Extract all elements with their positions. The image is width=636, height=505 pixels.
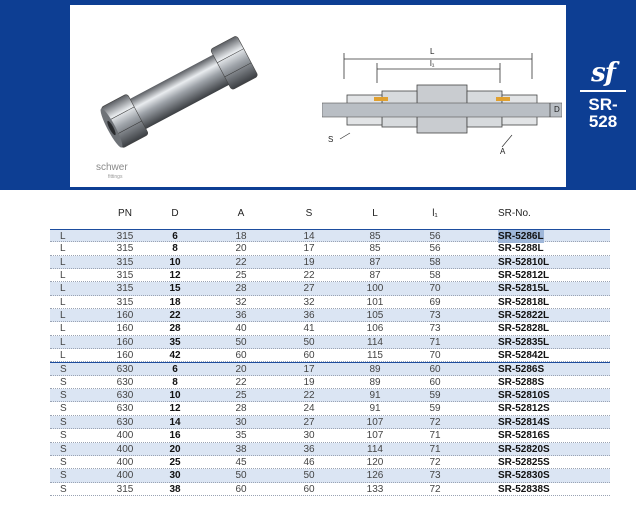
cell-pn: 315: [116, 270, 134, 282]
cell-d: 38: [169, 483, 181, 495]
cell-no: SR-52835L: [498, 336, 550, 348]
cell-l: 133: [366, 483, 384, 495]
cell-d: 25: [169, 456, 181, 468]
cell-a: 25: [235, 270, 247, 282]
cell-s: 32: [303, 296, 315, 308]
cell-d: 6: [172, 364, 178, 376]
cell-no: SR-52822L: [498, 310, 550, 322]
cell-d: 10: [169, 390, 181, 402]
cell-no: SR-52816S: [498, 430, 550, 442]
cell-d: 6: [172, 231, 178, 242]
cell-type: S: [60, 390, 67, 402]
cell-d: 8: [172, 376, 178, 388]
cell-l: 126: [366, 470, 384, 482]
cell-l1: 69: [429, 296, 441, 308]
table-row: [50, 296, 610, 309]
cell-a: 32: [235, 296, 247, 308]
cell-pn: 630: [116, 403, 134, 415]
drawing-label-s: S: [328, 135, 334, 144]
table-row: [50, 229, 610, 242]
cell-l: 114: [367, 336, 383, 348]
cell-a: 25: [235, 390, 247, 402]
cell-a: 50: [235, 336, 247, 348]
cell-l1: 73: [429, 323, 441, 335]
cell-l: 114: [367, 443, 383, 455]
cell-type: L: [60, 283, 66, 295]
cell-l: 100: [366, 283, 384, 295]
cell-l: 107: [366, 430, 384, 442]
cell-type: L: [60, 231, 66, 242]
cell-s: 17: [303, 243, 315, 255]
cell-d: 14: [169, 416, 181, 428]
cell-pn: 400: [116, 430, 134, 442]
header-banner: [0, 0, 636, 190]
cell-s: 60: [303, 350, 315, 362]
cell-pn: 315: [116, 296, 134, 308]
cell-l: 85: [369, 243, 381, 255]
cell-s: 24: [303, 403, 315, 415]
series-code-line2: 528: [588, 112, 618, 131]
cell-d: 28: [169, 323, 181, 335]
cell-l1: 70: [429, 283, 441, 295]
cell-pn: 630: [116, 390, 134, 402]
cell-l: 106: [366, 323, 384, 335]
cell-d: 16: [169, 430, 181, 442]
cell-l: 105: [366, 310, 384, 322]
cell-l: 89: [369, 376, 381, 388]
table-row: [50, 469, 610, 482]
cell-s: 36: [303, 443, 315, 455]
cell-no: SR-52810S: [498, 390, 550, 402]
table-row: [50, 256, 610, 269]
cell-a: 38: [235, 443, 247, 455]
cell-l1: 72: [429, 483, 441, 495]
header-pn: PN: [118, 208, 132, 219]
cell-s: 50: [303, 336, 315, 348]
cell-a: 60: [235, 350, 247, 362]
drawing-label-d: D: [554, 105, 560, 114]
cell-no: SR-52812L: [498, 270, 550, 282]
cell-pn: 160: [116, 336, 134, 348]
product-image-panel: [70, 5, 566, 187]
cell-d: 10: [169, 256, 181, 268]
cell-a: 22: [235, 376, 247, 388]
table-row: [50, 429, 610, 442]
cell-l1: 59: [429, 403, 441, 415]
cell-l1: 58: [429, 270, 441, 282]
cell-type: S: [60, 430, 67, 442]
cell-l: 107: [366, 416, 384, 428]
maker-logo: schwer: [96, 162, 128, 173]
cell-s: 22: [303, 390, 315, 402]
series-code-line1: SR-: [588, 95, 618, 114]
cell-a: 20: [235, 364, 247, 376]
cell-type: L: [60, 270, 66, 282]
header-d: D: [171, 208, 179, 219]
cell-l: 87: [369, 256, 381, 268]
table-row: [50, 242, 610, 255]
cell-type: S: [60, 456, 67, 468]
cell-l1: 56: [429, 231, 441, 242]
cell-d: 30: [169, 470, 181, 482]
cell-no: SR-5286S: [498, 364, 545, 376]
drawing-label-l1: l₁: [430, 59, 435, 68]
cell-type: S: [60, 376, 67, 388]
header-a: A: [237, 208, 245, 219]
cell-d: 18: [169, 296, 181, 308]
table-row: [50, 269, 610, 282]
cell-l: 101: [366, 296, 384, 308]
cell-l: 91: [369, 390, 381, 402]
technical-drawing: [322, 35, 562, 165]
cell-l1: 73: [429, 310, 441, 322]
maker-logo-sub: fittings: [108, 174, 123, 180]
table-row: [50, 349, 610, 362]
cell-type: L: [60, 256, 66, 268]
cell-no: SR-52818L: [498, 296, 550, 308]
cell-d: 35: [169, 336, 181, 348]
cell-pn: 315: [116, 283, 134, 295]
cell-l: 87: [369, 270, 381, 282]
cell-l1: 59: [429, 390, 441, 402]
cell-pn: 630: [116, 364, 134, 376]
cell-pn: 160: [116, 350, 134, 362]
table-row: [50, 402, 610, 415]
cell-l1: 60: [429, 364, 441, 376]
cell-pn: 160: [116, 310, 134, 322]
cell-s: 36: [303, 310, 315, 322]
cell-no: SR-52825S: [498, 456, 550, 468]
cell-type: L: [60, 336, 66, 348]
cell-type: S: [60, 483, 67, 495]
cell-s: 14: [303, 231, 315, 242]
cell-s: 19: [303, 376, 315, 388]
cell-type: S: [60, 470, 67, 482]
cell-a: 60: [235, 483, 247, 495]
table-row: [50, 443, 610, 456]
cell-l1: 56: [429, 243, 441, 255]
cell-d: 22: [169, 310, 181, 322]
brand-divider: [580, 90, 626, 92]
cell-no: SR-52828L: [498, 323, 550, 335]
cell-l: 115: [367, 350, 383, 362]
cell-a: 20: [235, 243, 247, 255]
cell-l1: 71: [429, 430, 441, 442]
cell-l1: 72: [429, 416, 441, 428]
cell-no: SR-5288S: [498, 376, 545, 388]
cell-a: 22: [235, 256, 247, 268]
table-row: [50, 282, 610, 295]
cell-a: 50: [235, 470, 247, 482]
cell-type: L: [60, 323, 66, 335]
table-row: [50, 456, 610, 469]
drawing-label-a: A: [500, 147, 506, 156]
cell-l: 91: [369, 403, 381, 415]
cell-l1: 70: [429, 350, 441, 362]
cell-d: 20: [169, 443, 181, 455]
cell-l1: 60: [429, 376, 441, 388]
cell-l: 89: [369, 364, 381, 376]
cell-d: 8: [172, 243, 178, 255]
cell-s: 27: [303, 283, 315, 295]
cell-type: L: [60, 243, 66, 255]
cell-s: 30: [303, 430, 315, 442]
cell-pn: 400: [116, 443, 134, 455]
cell-s: 27: [303, 416, 315, 428]
table-row: [50, 322, 610, 335]
cell-a: 40: [235, 323, 247, 335]
cell-type: S: [60, 403, 67, 415]
table-row: [50, 362, 610, 375]
cell-d: 15: [169, 283, 181, 295]
cell-l1: 73: [429, 470, 441, 482]
cell-l1: 71: [429, 336, 441, 348]
cell-a: 28: [235, 403, 247, 415]
cell-l: 85: [369, 231, 381, 242]
cell-l: 120: [366, 456, 384, 468]
cell-no: SR-5288L: [498, 243, 544, 255]
cell-pn: 315: [116, 483, 134, 495]
fitting-photo: [94, 31, 264, 151]
cell-s: 60: [303, 483, 315, 495]
cell-l1: 72: [429, 456, 441, 468]
cell-pn: 400: [116, 470, 134, 482]
dimensions-table: [50, 229, 610, 496]
cell-no: SR-52820S: [498, 443, 550, 455]
cell-type: L: [60, 296, 66, 308]
cell-d: 12: [169, 403, 181, 415]
cell-no: SR-52810L: [498, 256, 550, 268]
cell-type: S: [60, 364, 67, 376]
cell-a: 36: [235, 310, 247, 322]
cell-type: S: [60, 416, 67, 428]
cell-d: 12: [169, 270, 181, 282]
header-s: S: [305, 208, 313, 219]
cell-s: 22: [303, 270, 315, 282]
cell-d: 42: [169, 350, 181, 362]
table-row: [50, 309, 610, 322]
table-row: [50, 389, 610, 402]
cell-pn: 630: [116, 416, 134, 428]
table-row: [50, 336, 610, 349]
cell-no: SR-5286L: [498, 231, 544, 242]
table-header: [50, 208, 610, 224]
cell-no: SR-52815L: [498, 283, 550, 295]
table-row: [50, 416, 610, 429]
cell-type: L: [60, 310, 66, 322]
cell-no: SR-52812S: [498, 403, 550, 415]
brand-logo: sf: [591, 58, 615, 88]
cell-type: S: [60, 443, 67, 455]
cell-a: 18: [235, 231, 247, 242]
cell-pn: 315: [116, 231, 134, 242]
table-row: [50, 376, 610, 389]
cell-no: SR-52838S: [498, 483, 550, 495]
cell-a: 28: [235, 283, 247, 295]
cell-s: 19: [303, 256, 315, 268]
cell-type: L: [60, 350, 66, 362]
header-l1: l₁: [432, 208, 438, 219]
cell-a: 35: [235, 430, 247, 442]
cell-pn: 400: [116, 456, 134, 468]
cell-pn: 315: [116, 243, 134, 255]
cell-s: 41: [303, 323, 315, 335]
table-row: [50, 483, 610, 496]
header-l: L: [372, 208, 378, 219]
cell-a: 30: [235, 416, 247, 428]
cell-l1: 58: [429, 256, 441, 268]
cell-no: SR-52830S: [498, 470, 550, 482]
drawing-label-l: L: [430, 47, 435, 56]
cell-a: 45: [235, 456, 247, 468]
cell-no: SR-52814S: [498, 416, 550, 428]
cell-s: 17: [303, 364, 315, 376]
cell-pn: 630: [116, 376, 134, 388]
brand-block: [574, 60, 632, 130]
cell-s: 50: [303, 470, 315, 482]
cell-no: SR-52842L: [498, 350, 550, 362]
cell-l1: 71: [429, 443, 441, 455]
cell-pn: 160: [116, 323, 134, 335]
cell-pn: 315: [116, 256, 134, 268]
cell-s: 46: [303, 456, 315, 468]
header-sr-no: SR-No.: [498, 208, 531, 219]
